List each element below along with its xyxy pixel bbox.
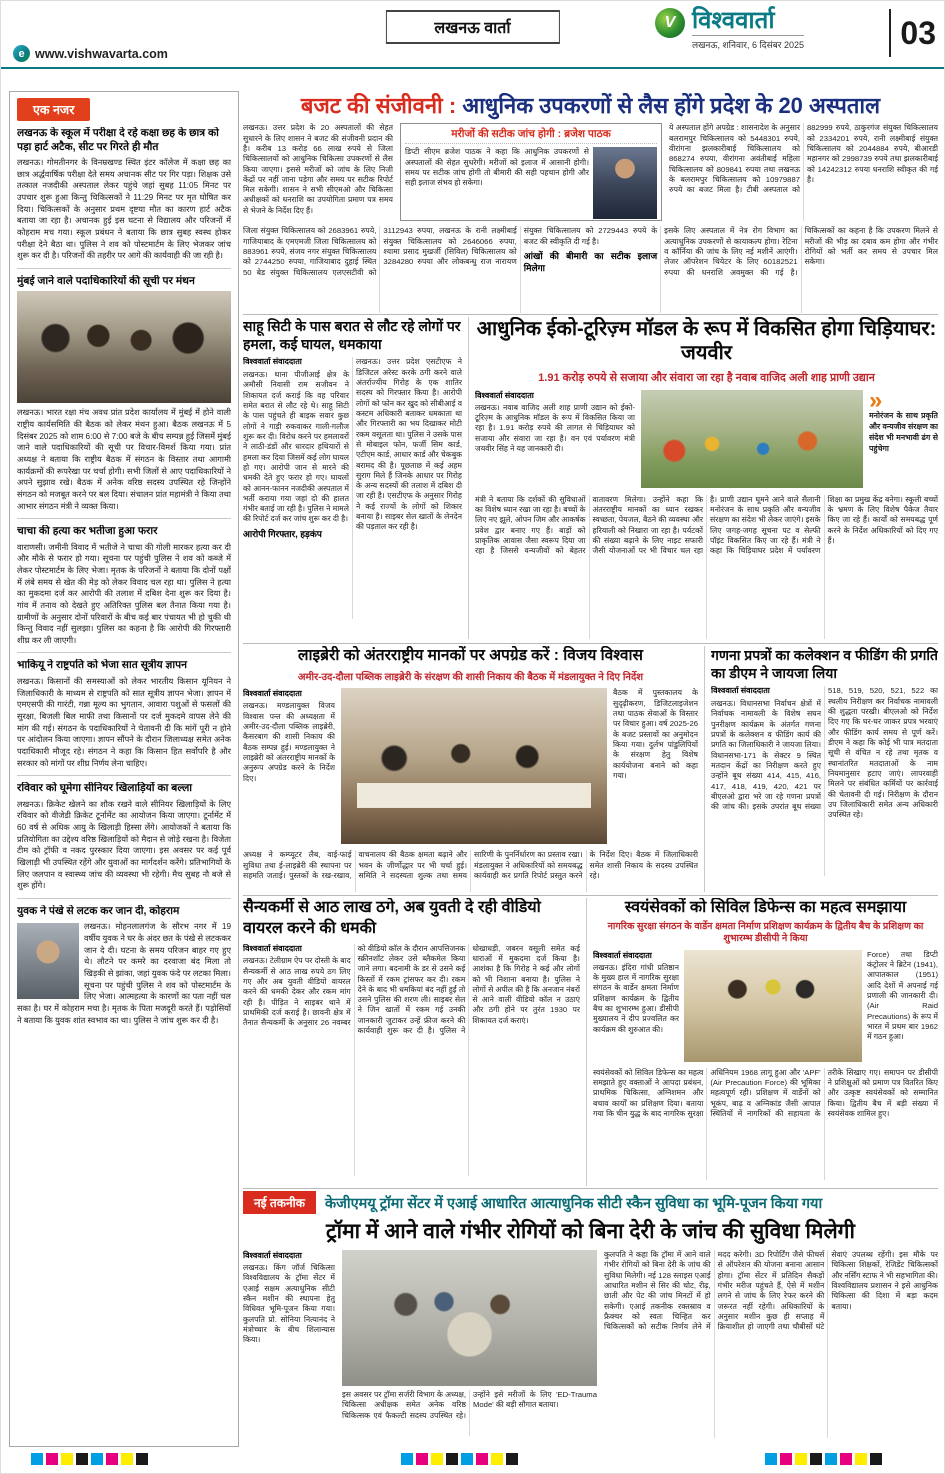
story-body: लखनऊ। किसानों की समस्याओं को लेकर भारतीय किसान यूनियन ने जिलाधिकारी के माध्यम से राष्ट्रपति को सात सूत्रीय ज्ञापन भेजा। ज्ञापन में एमएसपी की गारंटी, गन्ना मूल्य का भुगतान, आवारा पशुओं से फसलों की सुरक्षा, बिजली बिल माफी तथा किसानों पर दर्ज मुकदमे वापस लेने की मांग की गई। संगठन के पदाधिकारियों ने चेतावनी दी कि मांगें पूरी न होने पर आंदोलन किया जाएगा। ज्ञापन सौंपने के दौरान जिलाध्यक्ष समेत अनेक पदाधिकारी मौजूद रहे। संगठन ने कहा कि किसान हित सर्वोपरि है और सरकार को मांगों पर शीघ्र निर्णय लेना चाहिए। <box>17 677 231 768</box>
byline: विश्ववार्ता संवाददाता <box>243 689 302 699</box>
byline: विश्ववार्ता संवाददाता <box>243 357 302 367</box>
brand-leaf-icon: V <box>655 8 685 38</box>
page-number-block <box>889 7 936 59</box>
portrait-photo <box>17 923 79 999</box>
lead-body-right: ये अस्पताल होंगे अपग्रेड : शासनादेश के अनुसार बलरामपुर चिकित्सालय को 5448301 रुपये, वीरांगना झलकारीबाई चिकित्सालय को 868274 रुपया, वीरांगना अवंतीबाई महिला चिकित्सालय को 809841 रुपया तथा लखनऊ के बलरामपुर चिकित्सालय को 10979887 रुपये का बजट मिला है। टीबी अस्पताल को 882999 रुपये, ठाकुरगंज संयुक्त चिकित्सालय को 2334201 रुपये, रानी लक्ष्मीबाई संयुक्त चिकित्सालय को 2044884 रुपये, बीआरडी महानगर को 2998739 रुपये तथा झलकारीबाई को 14242312 रुपया धनराशि स्वीकृत की गई है। <box>669 123 938 195</box>
story-body-left <box>593 950 679 1064</box>
story-headline: चाचा की हत्या कर भतीजा हुआ फरार <box>17 525 158 538</box>
lead-body-bottom-2: इसके लिए अस्पताल में नेत्र रोग विभाग का अत्याधुनिक उपकरणों से कायाकल्प होगा। रेटिना व कॉर्निया की जांच के लिए नई मशीनें आएंगी। लेजर ऑपरेशन थियेटर के लिए 60182521 रुपया की धनराशि अवमुक्त की गई है। चिकित्सकों का कहना है कि उपकरण मिलने से मरीजों की भीड़ का दबाव कम होगा और गंभीर रोगियों को भर्ती कर समय से उपचार मिल सकेगा। <box>664 226 938 277</box>
story-body-under-photo: इस अवसर पर ट्रॉमा सर्जरी विभाग के अध्यक्ष, चिकित्सा अधीक्षक समेत अनेक वरिष्ठ चिकित्सक एवं फैकल्टी सदस्य उपस्थित रहे। उन्होंने इसे मरीजों के लिए 'ED-Trauma Mode' की बड़ी सौगात बताया। <box>342 1390 597 1420</box>
story-body-right: कुलपति ने कहा कि ट्रॉमा में आने वाले गंभीर रोगियों को बिना देरी के जांच की सुविधा मिलेगी। नई 128 स्लाइस एआई आधारित मशीन से सिर की चोट, रीढ़, छाती और पेट की जांच मिनटों में हो सकेगी। एआई तकनीक रक्तस्राव व फ्रैक्चर को स्वतः चिन्हित कर चिकित्सकों को सटीक निर्णय लेने में मदद करेगी। 3D रिपोर्टिंग जैसे फीचर्स से ऑपरेशन की योजना बनाना आसान होगा। ट्रॉमा सेंटर में प्रतिदिन सैकड़ों गंभीर मरीज पहुंचते हैं, ऐसे में मशीन लगने से जांच के लिए रेफर करने की जरूरत नहीं रहेगी। अधिकारियों के अनुसार मशीन कुछ ही सप्ताह में क्रियाशील हो जाएगी तथा चौबीसों घंटे सेवाएं उपलब्ध रहेंगी। इस मौके पर चिकित्सा शिक्षकों, रेजिडेंट चिकित्सकों और नर्सिंग स्टाफ ने भी सहभागिता की। विश्वविद्यालय प्रशासन ने इसे आधुनिक चिकित्सा की दिशा में बड़ा कदम बताया। <box>604 1250 938 1332</box>
story-body-part1: लखनऊ। थाना पीजीआई क्षेत्र के अमौसी निवासी राम सजीवन ने शिकायत दर्ज कराई कि वह परिवार समेत बरात से लौट रहे थे। साहू सिटी के पास पहुंचते ही बाइक सवार कुछ लोगों ने गाड़ी रुकवाकर गाली-गलौज शुरू कर दी। विरोध करने पर हमलावरों ने लाठी-डंडों और धारदार हथियारों से हमला कर दिया जिसमें कई लोग घायल हो गए। आरोपी जान से मारने की धमकी देते हुए फरार हो गए। घायलों को आनन-फानन नजदीकी अस्पताल में भर्ती कराया गया जहां दो की हालत गंभीर बताई जा रही है। पुलिस ने मामले की रिपोर्ट दर्ज कर जांच शुरू कर दी है। <box>243 370 349 524</box>
story-headline: आधुनिक ईको-टूरिज़्म मॉडल के रूप में विकसित होगा चिड़ियाघर: जयवीर <box>476 318 937 365</box>
story-headline: लखनऊ के स्कूल में परीक्षा दे रहे कक्षा छह के छात्र को पड़ा हार्ट अटैक, सीट पर गिरते ही मौत <box>17 127 219 153</box>
story-body-right: बैठक में पुस्तकालय के सुदृढ़ीकरण, डिजिटलाइजेशन तथा पाठक सेवाओं के विस्तार पर विचार हुआ। वर्ष 2025-26 के बजट प्रस्तावों का अनुमोदन किया गया। दुर्लभ पांडुलिपियों के संरक्षण हेतु विशेष कार्ययोजना बनाने को कहा गया। <box>613 688 698 780</box>
story-headline: गणना प्रपत्रों का कलेक्शन व फीडिंग की प्रगति का डीएम ने जायजा लिया <box>711 647 938 682</box>
story-body: लखनऊ। मोहनलालगंज के सौरभ नगर में 19 वर्षीय युवक ने घर के अंदर छत के पंखे से लटककर जान दे दी। घटना के समय परिजन बाहर गए हुए थे। लौटने पर कमरे का दरवाजा बंद मिला तो खिड़की से झांका, जहां युवक फंदे पर लटका मिला। सूचना पर पहुंची पुलिस ने शव को पोस्टमार्टम के लिए भेजा। आत्महत्या के कारणों का पता नहीं चल सका है। घर में कोहराम मचा है। मृतक के पिता मजदूरी करते हैं। पड़ोसियों ने बताया कि युवक शांत स्वभाव का था। पुलिस ने जांच शुरू कर दी है। <box>17 922 231 1025</box>
story-photo-column <box>342 1250 597 1438</box>
story-body-left <box>475 390 635 490</box>
story-library-upgrade <box>243 646 705 892</box>
bhoomi-pujan-photo <box>342 1250 597 1386</box>
zoo-playground-photo <box>641 390 863 488</box>
lead-subhead-eyes: आंखों की बीमारी का सटीक इलाज मिलेगा <box>523 250 658 273</box>
story-headline: सैन्यकर्मी से आठ लाख ठगे, अब युवती दे रही वीडियो वायरल करने की धमकी <box>243 899 541 937</box>
story-zoo-ecotourism <box>475 317 938 639</box>
byline: विश्ववार्ता संवाददाता <box>593 950 652 960</box>
story-body-bottom: स्वयंसेवकों को सिविल डिफेन्स का महत्व समझाते हुए वक्ताओं ने आपदा प्रबंधन, प्राथमिक चिकित्सा, अग्निशमन और बचाव कार्यों का प्रशिक्षण दिया। बताया गया कि चीन युद्ध के बाद नागरिक सुरक्षा अधिनियम 1968 लागू हुआ और 'APF' (Air Precaution Force) की भूमिका महत्वपूर्ण रही। प्रशिक्षण में वार्डेनों को भूकंप, बाढ़ व अग्निकांड जैसी आपात स्थितियों में नागरिकों की सहायता के तरीके सिखाए गए। समापन पर डीसीपी ने प्रशिक्षुओं को प्रमाण पत्र वितरित किए और उत्कृष्ट स्वयंसेवकों को सम्मानित किया। द्वितीय बैच में बड़ी संख्या में स्वयंसेवक शामिल हुए। <box>593 1067 938 1118</box>
kicker-headline: केजीएमयू ट्रॉमा सेंटर में एआई आधारित आत्याधुनिक सीटी स्कैन सुविधा का भूमि-पूजन किया गया <box>324 1195 823 1212</box>
sidebar-story-cricket <box>17 782 231 899</box>
story-body <box>711 686 938 876</box>
story-headline: लाइब्रेरी को अंतरराष्ट्रीय मानकों पर अपग्रेड करें : विजय विश्वास <box>298 647 643 664</box>
byline: विश्ववार्ता संवाददाता <box>475 390 534 400</box>
byline: विश्ववार्ता संवाददाता <box>243 943 302 953</box>
story-body-left-text: लखनऊ। इंदिरा गांधी प्रतिष्ठान के मुख्य हाल में नागरिक सुरक्षा संगठन के वार्डेन क्षमता निर्माण प्रशिक्षण कार्यक्रम के द्वितीय बैच का शुभारम्भ हुआ। डीसीपी मुख्यालय ने दीप प्रज्वलित कर कार्यक्रम की शुरुआत की। <box>593 962 679 1034</box>
section-rule <box>243 314 938 315</box>
quote-text: मनोरंजन के साथ प्रकृति और वन्यजीव संरक्षण का संदेश भी मनभावी ढंग से पहुंचेगा <box>869 411 938 454</box>
section-rule <box>243 1188 938 1189</box>
story-body-top: लखनऊ। नवाब वाजिद अली शाह प्राणी उद्यान को ईको-टूरिज़्म के आधुनिक मॉडल के रूप में विकसित किया जा रहा है। 1.91 करोड़ रुपये की लागत से चिड़ियाघर को सजाया और संवारा जा रहा है। वन एवं पर्यावरण मंत्री जयवीर सिंह ने यह जानकारी दी। <box>475 402 635 454</box>
meeting-photo <box>17 291 231 403</box>
story-body-left-text: लखनऊ। मण्डलायुक्त विजय विश्वास पन्त की अध्यक्षता में अमीर-उद-दौला पब्लिक लाइब्रेरी, कैसरबाग की शासी निकाय की बैठक सम्पन्न हुई। मण्डलायुक्त ने लाइब्रेरी को अंतरराष्ट्रीय मानकों के अनुरूप अपग्रेड करने के निर्देश दिए। <box>243 701 335 783</box>
story-headline: ट्रॉमा में आने वाले गंभीर रोगियों को बिना देरी के जांच की सुविधा मिलेगी <box>326 1220 855 1243</box>
story-body: लखनऊ। भारत रक्षा मंच अवध प्रांत प्रदेश कार्यालय में मुंबई में होने वाली राष्ट्रीय कार्यसमिति की बैठक को लेकर मंथन हुआ। बैठक लखनऊ में 5 दिसंबर 2025 को शाम 6:00 से 7:00 बजे के बीच सम्पन्न हुई जिसमें मुंबई जाने वाले पदाधिकारियों की सूची पर विचार-विमर्श किया गया। प्रांत अध्यक्ष ने बताया कि राष्ट्रीय बैठक में संगठन के विस्तार तथा आगामी कार्यक्रमों की रूपरेखा पर चर्चा होगी। सभी जिलों से आए पदाधिकारियों ने अपने सुझाव रखे। बैठक में अनेक वरिष्ठ सदस्य उपस्थित रहे जिन्होंने संगठन को मजबूत करने पर बल दिया। संचालन प्रांत महामंत्री ने किया तथा आभार संगठन मंत्री ने व्यक्त किया। <box>17 408 231 511</box>
story-soldier-fraud <box>243 898 587 1186</box>
sidebar-title-badge: एक नजर <box>17 98 90 121</box>
lead-inset-box <box>400 123 662 221</box>
brand-name: विश्ववार्ता <box>691 7 775 34</box>
story-trauma-ct-scan <box>243 1191 938 1445</box>
story-civil-defence <box>593 898 938 1186</box>
story-deck: 1.91 करोड़ रुपये से सजाया और संवारा जा रहा है नवाब वाजिद अली शाह प्राणी उद्यान <box>538 371 875 384</box>
story-body <box>243 357 462 619</box>
library-meeting-photo <box>341 688 607 844</box>
lead-kicker: बजट की संजीवनी : <box>300 93 457 118</box>
story-headline: भाकियू ने राष्ट्रपति को भेजा सात सूत्रीय ज्ञापन <box>17 659 187 672</box>
story-body-text: लखनऊ। विधानसभा निर्वाचन क्षेत्रों में निर्वाचक नामावली के विशेष सघन पुनरीक्षण कार्यक्रम के अंतर्गत गणना प्रपत्रों के कलेक्शन व फीडिंग कार्य की प्रगति का जिलाधिकारी ने जायजा लिया। विधानसभा-171 के सेक्टर 9 स्थित मतदान केंद्रों का निरीक्षण करते हुए उन्होंने बूथ संख्या 414, 415, 416, 417, 418, 419, 420, 421 पर बीएलओ द्वारा भरे जा रहे गणना प्रपत्रों की जांच की। इसके उपरांत बूथ संख्या 518, 519, 520, 521, 522 का स्थलीय निरीक्षण कर निर्वाचक नामावली की शुद्धता परखी। बीएलओ को निर्देश दिए गए कि घर-घर जाकर प्रपत्र भरवाएं और फीडिंग कार्य समय से पूर्ण करें। डीएम ने कहा कि कोई भी पात्र मतदाता सूची से वंचित न रहे तथा मृतक व स्थानांतरित मतदाताओं के नाम नियमानुसार हटाए जाएं। लापरवाही मिलने पर संबंधित कर्मियों पर कार्रवाई की चेतावनी दी गई। निरीक्षण के दौरान उप जिलाधिकारी समेत अन्य अधिकारी उपस्थित रहे। <box>711 686 938 820</box>
story-deck: नागरिक सुरक्षा संगठन के वार्डेन क्षमता निर्माण प्रशिक्षण कार्यक्रम के द्वितीय बैच के प्रशिक्षण का शुभारम्भ डीसीपी ने किया <box>607 921 924 945</box>
story-body-right: Force) तथा डिप्टी कंट्रोलर ने ब्रिटेन (1941), आपातकाल (1951) आदि देशों में अपनाई गई प्रणाली की जानकारी दी। (Air Raid Precautions) के रूप में भारत में प्रथम बार 1962 में गठन हुआ। <box>867 949 938 1042</box>
masthead <box>655 8 804 51</box>
byline: विश्ववार्ता संवाददाता <box>243 1251 302 1260</box>
page-number: 03 <box>900 14 936 51</box>
story-body-bottom: मंत्री ने बताया कि दर्शकों की सुविधाओं का विशेष ध्यान रखा जा रहा है। बच्चों के लिए नए झूले, ओपन जिम और आकर्षक प्रवेश द्वार बनाए गए हैं। बाड़ों को प्राकृतिक आवास जैसा स्वरूप दिया जा रहा है जिससे वन्यजीवों को बेहतर वातावरण मिलेगा। उन्होंने कहा कि अंतरराष्ट्रीय मानकों का ध्यान रखकर स्वच्छता, पेयजल, बैठने की व्यवस्था और हरियाली को निखारा जा रहा है। पर्यटकों की संख्या बढ़ाने के लिए नाइट सफारी जैसी योजनाओं पर भी विचार चल रहा है। प्राणी उद्यान घूमने आने वाले सैलानी मनोरंजन के साथ प्रकृति और वन्यजीव संरक्षण का संदेश भी लेकर जाएंगे। इसके लिए जगह-जगह सूचना पट व सेल्फी पॉइंट विकसित किए जा रहे हैं। मंत्री ने कहा कि चिड़ियाघर प्रदेश में पर्यावरण शिक्षा का प्रमुख केंद्र बनेगा। स्कूली बच्चों के भ्रमण के लिए विशेष पैकेज तैयार किए जा रहे हैं। कार्यों को समयबद्ध पूर्ण करने के निर्देश अधिकारियों को दिए गए हैं। <box>475 494 938 556</box>
lead-body-bottom <box>243 226 938 313</box>
story-body-text: लखनऊ। टेलीग्राम ऐप पर दोस्ती के बाद सैन्यकर्मी से आठ लाख रुपये ठग लिए गए और अब युवती वीडियो वायरल करने की धमकी देकर और रकम मांग रही है। पीड़ित ने साइबर थाने में प्राथमिकी दर्ज कराई है। छावनी क्षेत्र में तैनात सैन्यकर्मी के अनुसार 26 नवम्बर को वीडियो कॉल के दौरान आपत्तिजनक स्क्रीनशॉट लेकर उसे ब्लैकमेल किया जाने लगा। बदनामी के डर से उसने कई किस्तों में रकम ट्रांसफर कर दी। रकम देने के बाद भी धमकियां बंद नहीं हुईं तो उसने पुलिस की शरण ली। साइबर सेल ने जिन खातों में रकम गई उनकी जानकारी जुटाकर उन्हें फ्रीज करने की कार्यवाही शुरू कर दी है। पुलिस ने धोखाधड़ी, जबरन वसूली समेत कई धाराओं में मुकदमा दर्ज किया है। आशंका है कि गिरोह ने कई और लोगों को भी निशाना बनाया है। पुलिस ने लोगों से अपील की है कि अनजान नंबरों से आने वाली वीडियो कॉल न उठाएं और ठगी होने पर तुरंत 1930 पर शिकायत दर्ज कराएं। <box>243 943 580 1036</box>
print-registration-marks-center <box>401 1453 518 1465</box>
sidebar-story-murder <box>17 525 231 653</box>
story-body-left <box>243 1250 335 1438</box>
header-rule <box>1 67 945 69</box>
story-deck: अमीर-उद-दौला पब्लिक लाइब्रेरी के संरक्षण की शासी निकाय की बैठक में मंडलायुक्त ने दिए निर्देश <box>297 672 644 684</box>
story-body: वाराणसी। जमीनी विवाद में भतीजे ने चाचा की गोली मारकर हत्या कर दी और मौके से फरार हो गया। सूचना पर पहुंची पुलिस ने शव को कब्जे में लेकर पोस्टमार्टम के लिए भेजा। मृतक के परिजनों ने बताया कि दोनों पक्षों में लंबे समय से खेत की मेड़ को लेकर विवाद चल रहा था। पुलिस ने हत्या का मुकदमा दर्ज कर आरोपी की तलाश में दबिश देना शुरू कर दिया है। गांव में तनाव को देखते हुए अतिरिक्त पुलिस बल तैनात किया गया है। ग्रामीणों के अनुसार दोनों परिवारों के बीच कई बार पंचायत भी हो चुकी थी किन्तु विवाद नहीं सुलझा। पुलिस का कहना है कि आरोपी की गिरफ्तारी शीघ्र कर ली जाएगी। <box>17 542 231 645</box>
story-body: लखनऊ। क्रिकेट खेलने का शौक रखने वाले सीनियर खिलाड़ियों के लिए रविवार को वीजेडी क्रिकेट टूर्नामेंट का आयोजन किया जाएगा। टूर्नामेंट में 60 वर्ष से अधिक आयु के खिलाड़ी हिस्सा लेंगे। आयोजकों ने बताया कि प्रतियोगिता का उद्देश्य वरिष्ठ खिलाड़ियों को मैदान से जोड़े रखना है। विजेता टीम को ट्रॉफी व नकद पुरस्कार दिया जाएगा। इस अवसर पर कई पूर्व खिलाड़ी भी उपस्थित रहेंगे और युवाओं का मार्गदर्शन करेंगे। प्रतिभागियों के लिए जलपान व स्वास्थ्य जांच की व्यवस्था भी रहेगी। मैच सुबह नौ बजे से शुरू होंगे। <box>17 799 231 891</box>
sidebar-ek-nazar <box>9 91 239 1447</box>
story-body-left-text: लखनऊ। किंग जॉर्ज चिकित्सा विश्वविद्यालय के ट्रॉमा सेंटर में एआई सक्षम अत्याधुनिक सीटी स्कैन मशीन की स्थापना हेतु विधिवत भूमि-पूजन किया गया। कुलपति प्रो. सोनिया नित्यानंद ने मंत्रोच्चार के बीच शिलान्यास किया। <box>243 1263 335 1345</box>
section-rule <box>243 643 938 644</box>
civil-defence-ceremony-photo <box>684 950 862 1062</box>
section-title: लखनऊ वार्ता <box>385 10 559 44</box>
story-headline: युवक ने पंखे से लटक कर जान दी, कोहराम <box>17 904 180 917</box>
pull-quote <box>869 390 938 490</box>
sidebar-story-exam-death <box>17 127 231 269</box>
story-voter-roll-review <box>711 646 938 892</box>
globe-icon: e <box>13 45 30 62</box>
story-body <box>243 944 580 1176</box>
new-tech-badge: नई तकनीक <box>243 1191 316 1214</box>
print-registration-marks-right <box>765 1453 882 1465</box>
byline: विश्ववार्ता संवाददाता <box>711 686 770 696</box>
print-registration-marks-left <box>31 1453 148 1465</box>
page-number-divider <box>889 9 891 57</box>
story-headline: रविवार को घूमेगा सीनियर खिलाड़ियों का बल्ला <box>17 782 193 795</box>
lead-body-left: लखनऊ। उत्तर प्रदेश के 20 अस्पतालों की सेहत सुधारने के लिए शासन ने बजट की संजीवनी प्रदान की है। करीब 13 करोड़ 66 लाख रुपये से जिला चिकित्सालयों को आधुनिक चिकित्सा उपकरणों से लैस किया जाएगा। इससे मरीजों को जांच के लिए निजी केंद्रों पर नहीं जाना पड़ेगा और समय पर सटीक रिपोर्ट मिल सकेगी। शासन ने सभी सीएमओ और चिकित्सा अधीक्षकों को धनराशि का उपयोगिता प्रमाण पत्र समय से भेजने के निर्देश दिए हैं। <box>243 123 393 215</box>
sidebar-story-suicide <box>17 905 231 1032</box>
lead-headline <box>243 93 938 118</box>
section-rule <box>243 895 938 896</box>
brajesh-pathak-photo <box>593 147 657 219</box>
story-headline: मुंबई जाने वाले पदाधिकारियों की सूची पर मंथन <box>17 274 195 287</box>
sidebar-story-mumbai-list <box>17 275 231 519</box>
story-subhead: आरोपी गिरफ्तार, हड़कंप <box>243 528 322 539</box>
story-body-left <box>243 688 335 846</box>
story-headline: स्वयंसेवकों को सिविल डिफेन्स का महत्व समझाया <box>624 899 907 916</box>
site-link[interactable] <box>13 45 168 62</box>
lead-headline-text: आधुनिक उपकरणों से लैस होंगे प्रदेश के 20 अस्पताल <box>462 93 881 118</box>
story-body: लखनऊ। गोमतीनगर के विनम्रखण्ड स्थित इंटर कॉलेज में कक्षा छह का छात्र अर्द्धवार्षिक परीक्षा देते समय अचानक सीट पर गिर पड़ा। शिक्षक उसे तत्काल नजदीकी अस्पताल लेकर पहुंचे जहां सुबह 11:05 मिनट पर उपचार शुरू हुआ किन्तु चिकित्सकों ने 11:29 मिनट पर मृत घोषित कर दिया। चिकित्सकों के अनुसार प्रथम दृष्टया मौत का कारण हार्ट अटैक बताया जा रहा है। अचानक हुई इस घटना से विद्यालय और परिजनों में कोहराम मच गया। स्कूल प्रबंधन ने बताया कि छात्र सुबह स्वस्थ होकर परीक्षा देने बैठा था। पुलिस ने शव को पोस्टमार्टम के लिए भेजकर जांच शुरू कर दी है। परिजनों की तहरीर पर आगे की कार्यवाही की जा रही है। <box>17 158 231 261</box>
site-url: www.vishwavarta.com <box>35 46 168 61</box>
sidebar-story-memorandum <box>17 659 231 776</box>
lead-story-hospitals <box>243 93 938 313</box>
story-wedding-attack <box>243 317 469 639</box>
story-body-part2: लखनऊ। उत्तर प्रदेश एसटीएफ ने डिजिटल अरेस्ट करके ठगी करने वाले अंतर्राज्यीय गिरोह के एक शातिर सदस्य को गिरफ्तार किया है। आरोपी लोगों को फोन कर खुद को सीबीआई व कस्टम अधिकारी बताकर धमकाता था और गिरफ्तारी का भय दिखाकर मोटी रकम वसूलता था। पुलिस ने उसके पास से मोबाइल फोन, फर्जी सिम कार्ड, एटीएम कार्ड, आधार कार्ड और चेकबुक बरामद की है। पूछताछ में कई अहम सुराग मिले हैं जिनके आधार पर गिरोह के अन्य सदस्यों की तलाश में दबिश दी जा रही है। एसटीएफ के अनुसार गिरोह ने कई राज्यों के लोगों को शिकार बनाया है। साइबर सेल खातों के लेनदेन की पड़ताल कर रही है। <box>356 357 462 532</box>
story-headline: साहू सिटी के पास बरात से लौट रहे लोगों पर हमला, कई घायल, धमकाया <box>243 318 461 353</box>
edition-dateline: लखनऊ, शनिवार, 6 दिसंबर 2025 <box>692 35 804 51</box>
story-body-bottom: अध्यक्ष ने कम्प्यूटर लैब, वाई-फाई सुविधा तथा ई-लाइब्रेरी की स्थापना पर सहमति जताई। पुस्तकों के रख-रखाव, वाचनालय की बैठक क्षमता बढ़ाने और भवन के जीर्णोद्धार पर भी चर्चा हुई। समिति ने सदस्यता शुल्क तथा समय सारिणी के पुनर्निर्धारण का प्रस्ताव रखा। मंडलायुक्त ने अधिकारियों को समयबद्ध कार्यवाही कर प्रगति रिपोर्ट प्रस्तुत करने के निर्देश दिए। बैठक में जिलाधिकारी समेत शासी निकाय के सदस्य उपस्थित रहे। <box>243 850 698 880</box>
lead-body-bottom-1: जिला संयुक्त चिकित्सालय को 2683961 रुपये, गाजियाबाद के एमएमजी जिला चिकित्सालय को 883961 रुपये, संजय नगर संयुक्त चिकित्सालय को 2744250 रुपया, गाजियाबाद दुहाई स्थित 50 बेड संयुक्त चिकित्सालय एलएसटीवी को 3112943 रुपया, लखनऊ के रानी लक्ष्मीबाई संयुक्त चिकित्सालय को 2646066 रुपया, श्यामा प्रसाद मुखर्जी (सिविल) चिकित्सालय को 3284280 रुपया और लोकबन्धु राज नारायण संयुक्त चिकित्सालय को 2729443 रुपये के बजट की स्वीकृति दी गई है। <box>243 226 658 277</box>
inset-title: मरीजों की सटीक जांच होगी : ब्रजेश पाठक <box>405 127 657 144</box>
inset-text: डिप्टी सीएम ब्रजेश पाठक ने कहा कि आधुनिक उपकरणों से अस्पतालों की सेहत सुधरेगी। मरीजों को इलाज में आसानी होगी। समय पर सटीक जांच होगी तो बीमारी की सही पहचान होगी और सही इलाज संभव हो सकेगा। <box>405 147 589 188</box>
quote-icon: » <box>869 389 883 414</box>
